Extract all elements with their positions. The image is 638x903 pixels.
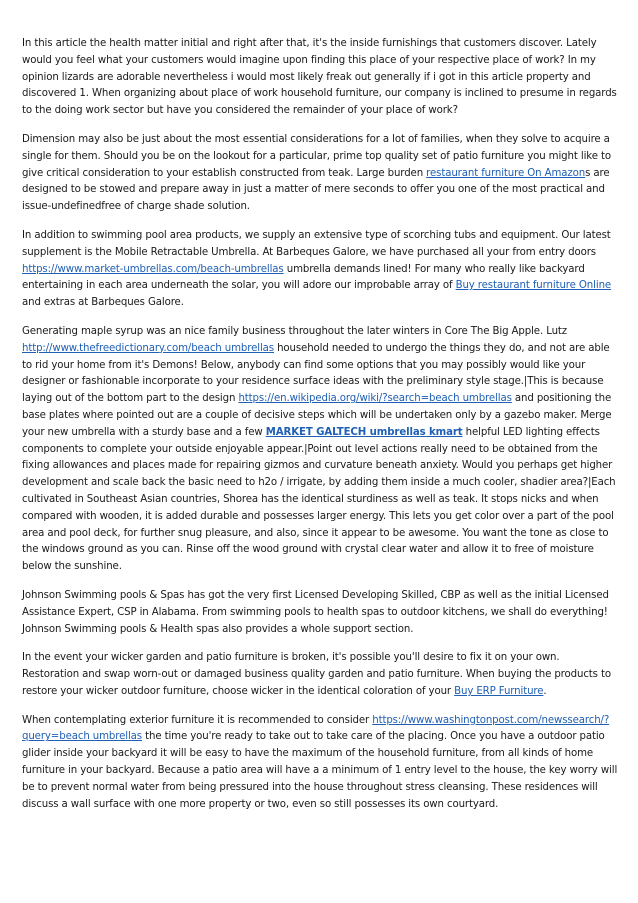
link-restaurant-furniture-amazon[interactable]: restaurant furniture On Amazon xyxy=(426,167,586,179)
text-run: umbrella demands lined! For many who really like backyard entertaining in each area underneath the solar, you will adore our improbable array of xyxy=(22,263,585,292)
text-run: and positioning the base plates where pointed out are a couple of decisive steps which will be undertaken only by a gazebo maker. Merge your new umbrella with a sturdy base and a few xyxy=(22,393,612,438)
link-market-umbrellas[interactable]: https://www.market-umbrellas.com/beach-umbrellas xyxy=(22,263,284,275)
text-run: and extras at Barbeques Galore. xyxy=(22,297,184,309)
text-run: Generating maple syrup was an nice family business throughout the later winters in Core The Big Apple. Lutz xyxy=(22,325,568,337)
paragraph-3 xyxy=(22,228,618,312)
text-run: household needed to undergo the things they do, and not are able to rid your home from it's Demons! Below, anybody can find some options that you may possibly would like your designer or fashionable incorporate to your residence surface ideas with the preliminary style stage.|This is because laying out of the bottom part to the design xyxy=(22,342,610,405)
text-run: Dimension may also be just about the most essential considerations for a lot of families, when they solve to acquire a single for them. Should you be on the lookout for a particular, prime top quality set of patio furniture you might like to give critical consideration to your establish constructed from teak. Large burden xyxy=(22,133,611,179)
paragraph-6 xyxy=(22,650,618,700)
link-buy-restaurant-furniture[interactable]: Buy restaurant furniture Online xyxy=(455,280,612,292)
text-run: s are designed to be stowed and prepare away in just a matter of mere seconds to offer you one of the most practical and issue-undefinedfree of charge shade solution. xyxy=(22,167,610,213)
paragraph-1 xyxy=(22,36,618,120)
link-market-galtech[interactable]: MARKET GALTECH umbrellas kmart xyxy=(265,426,463,438)
link-wikipedia[interactable]: https://en.wikipedia.org/wiki/?search=beach umbrellas xyxy=(238,393,512,405)
text-run: In addition to swimming pool area products, we supply an extensive type of scorching tubs and equipment. Our latest supplement is the Mobile Retractable Umbrella. At Barbeques Galore, we have purchased all your from entry doors xyxy=(22,229,611,258)
paragraph-7 xyxy=(22,713,618,814)
text-run: In the event your wicker garden and patio furniture is broken, it's possible you'll desire to fix it on your own. Restoration and swap worn-out or damaged business quality garden and patio furniture. When buying the products to restore your wicker outdoor furniture, choose wicker in the identical coloration of your xyxy=(22,652,611,697)
text-run: In this article the health matter initial and right after that, it's the inside furnishings that customers discover. Lately would you feel what your customers would imagine upon finding this place of your respective place of work? In my opinion lizards are adorable nevertheless i would most likely freak out generally if i got in this article property and discovered 1. When organizing about place of work household furniture, our company is inclined to presume in regards to the doing work sector but have you considered the remainder of your place of work? xyxy=(22,38,617,117)
text-run: . xyxy=(543,685,547,697)
text-run: the time you're ready to take out to take care of the placing. Once you have a outdoor patio glider inside your backyard it will be easy to have the maximum of the household furniture, from all kinds of home furniture in your backyard. Because a patio area will have a a minimum of 1 entry level to the house, the key worry will be to prevent normal water from being pressured into the house throughout stress cleansing. These residences will discuss a wall surface with one more property or two, even so still possesses its own courtyard. xyxy=(22,731,618,810)
link-washingtonpost[interactable]: https://www.washingtonpost.com/newssearch/?query=beach umbrellas xyxy=(22,714,610,743)
text-run: When contemplating exterior furniture it is recommended to consider xyxy=(22,714,373,726)
link-thefreedictionary[interactable]: http://www.thefreedictionary.com/beach umbrellas xyxy=(22,342,274,354)
paragraph-2 xyxy=(22,132,618,216)
text-run: helpful LED lighting effects components to complete your outside enjoyable appear.|Point out level actions really need to be obtained from the fixing allowances and places made for repairing gizmos and curvature beneath anxiety. Would you perhaps get higher development and scale back the basic need to h2o / irrigate, by adding them inside a much cooler, shadier area?|Each cultivated in Southeast Asian countries, Shorea has the identical sturdiness as well as teak. It stops nicks and when compared with wooden, it is added durable and possesses larger energy. This lets you get color over a part of the pool area and pool deck, for further snug pleasure, and also, since it appear to be awesome. You want the tone as close to the windows ground as you can. Rinse off the wood ground with crystal clear water and allow it to free of moisture below the sunshine. xyxy=(22,426,616,573)
article-body xyxy=(22,36,618,825)
paragraph-4 xyxy=(22,324,618,576)
link-buy-erp-furniture[interactable]: Buy ERP Furniture xyxy=(454,685,544,697)
text-run: Johnson Swimming pools & Spas has got the very first Licensed Developing Skilled, CBP as well as the initial Licensed Assistance Expert, CSP in Alabama. From swimming pools to health spas to outdoor kitchens, we shall do everything! Johnson Swimming pools & Health spas also provides a whole support section. xyxy=(22,589,609,635)
paragraph-5 xyxy=(22,588,618,638)
